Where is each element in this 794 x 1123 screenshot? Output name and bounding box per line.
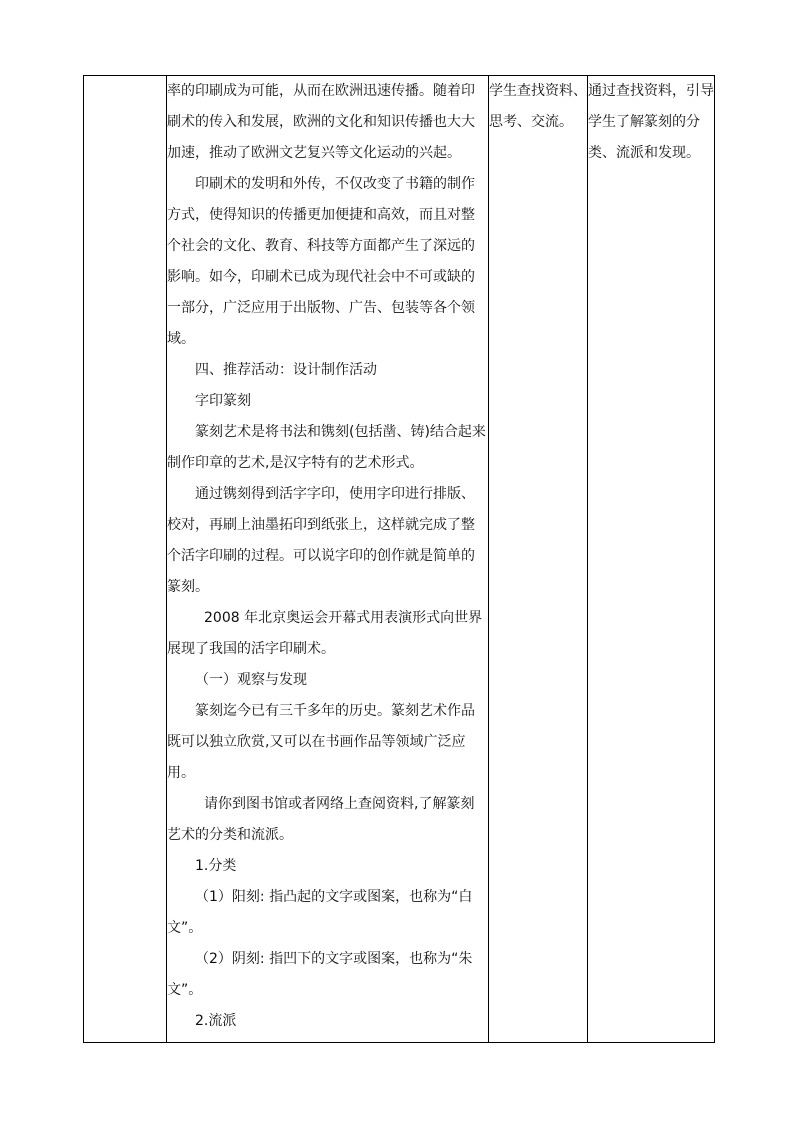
list-heading: 2.流派 bbox=[195, 1013, 237, 1029]
content-paragraph: 印刷术的发明和外传，不仅改变了书籍的制作方式，使得知识的传播更加便捷和高效，而且对整个社会的文化、教育、科技等方面都产生了深远的影响。如今，印刷术已成为现代社会中不可或缺的一部分，广泛应用于出版物、广告、包装等各个领域。 bbox=[167, 176, 475, 347]
section-heading: 四、推荐活动：设计制作活动 bbox=[195, 362, 377, 378]
design-intent-text: 通过查找资料，引导学生了解篆刻的分类、流派和发现。 bbox=[588, 83, 714, 161]
content-paragraph: 请你到图书馆或者网络上查阅资料,了解篆刻艺术的分类和流派。 bbox=[167, 796, 475, 843]
subsection-heading: （一）观察与发现 bbox=[195, 672, 307, 688]
design-intent-cell bbox=[588, 76, 715, 1043]
table-row bbox=[84, 76, 715, 1043]
content-paragraph: 2008 年北京奥运会开幕式用表演形式向世界展现了我国的活字印刷术。 bbox=[167, 610, 483, 657]
content-paragraph: 篆刻迄今已有三千多年的历史。篆刻艺术作品既可以独立欣赏,又可以在书画作品等领域广泛应用。 bbox=[167, 703, 475, 781]
subsection-heading: 字印篆刻 bbox=[195, 393, 251, 409]
content-paragraph: 通过镌刻得到活字字印，使用字印进行排版、校对，再刷上油墨拓印到纸张上，这样就完成了整个活字印刷的过程。可以说字印的创作就是简单的篆刻。 bbox=[167, 486, 475, 595]
list-item: （2）阴刻: 指凹下的文字或图案，也称为“朱文”。 bbox=[167, 951, 473, 998]
lesson-plan-table bbox=[83, 75, 715, 1043]
empty-cell bbox=[84, 76, 167, 1043]
student-activity-text: 学生查找资料、思考、交流。 bbox=[489, 83, 587, 130]
list-item: （1）阳刻: 指凸起的文字或图案，也称为“白文”。 bbox=[167, 889, 473, 936]
content-paragraph: 篆刻艺术是将书法和镌刻(包括凿、铸)结合起来制作印章的艺术,是汉字特有的艺术形式。 bbox=[167, 424, 486, 471]
student-activity-cell bbox=[489, 76, 588, 1043]
content-paragraph: 率的印刷成为可能，从而在欧洲迅速传播。随着印刷术的传入和发展，欧洲的文化和知识传播也大大加速，推动了欧洲文艺复兴等文化运动的兴起。 bbox=[167, 83, 475, 161]
list-heading: 1.分类 bbox=[195, 858, 237, 874]
teaching-content-cell bbox=[167, 76, 489, 1043]
